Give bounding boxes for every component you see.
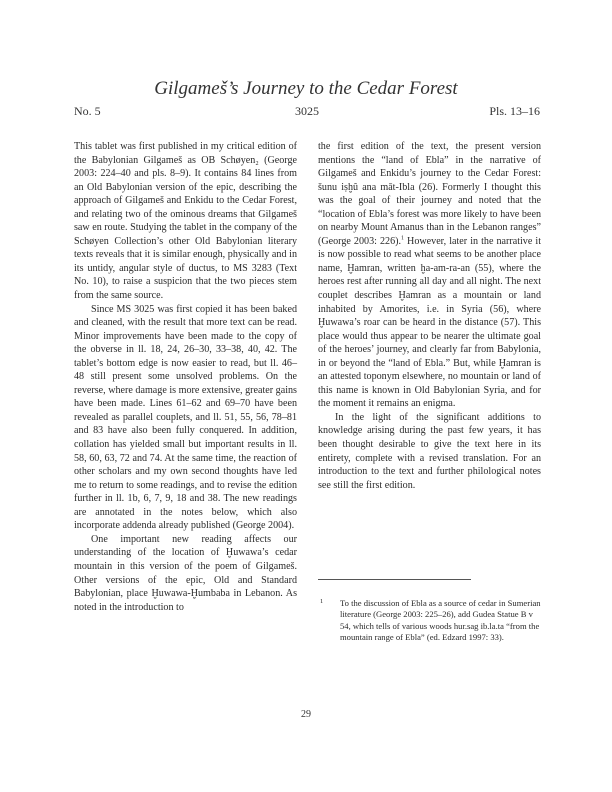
paragraph-text: the first edition of the text, the present version mentions the “land of Ebla” in the narrative of Gilgameš and Enkidu’s journey to the Cedar Forest: šunu iṣḫû ana māt-Ibla (26). Formerly I thought this was the goal of their journey and noted that the “location of Ebla’s forest was more likely to have been on nearby Mount Amanus than in the Lebanon ranges” (George 2003: 226). <box>318 141 541 247</box>
paragraph-text: However, later in the narrative it is now possible to read what seems to be another place name, Ḫamran, written ḫa-am-ra-an (55), where the heroes rest after running all day and all night. The next couplet describes Ḫamran as a mountain or land inhabited by Amorites, i.e. in Syria (56), where Ḫuwawa’s roar can be heard in the distance (57). This place would thus appear to be nearer the ultimate goal of the heroes’ journey, and clearly far from Babylonia, in or beyond the “land of Ebla.” But, while Ḫamran is an attested toponym elsewhere, no mountain or land of this name is known in Old Babylonian Syria, and for the moment it remains an enigma. <box>318 235 541 410</box>
footnote-rule <box>318 579 471 580</box>
running-title: Gilgameš’s Journey to the Cedar Forest <box>154 78 458 99</box>
right-column <box>318 140 541 492</box>
page-number: 29 <box>301 709 311 720</box>
left-column <box>74 140 297 614</box>
plates-reference: Pls. 13–16 <box>489 104 540 118</box>
footnote-text: To the discussion of Ebla as a source of cedar in Sumerian literature (George 2003: 225–26), add Gudea Statue B v 54, which tells of various woods hur.sag ib.la.ta “from the mountain range of Ebla” (ed. Edzard 1997: 33). <box>340 598 541 642</box>
header-meta-row <box>74 104 540 120</box>
paragraph: This tablet was first published in my critical edition of the Babylonian Gilgameš as OB Schøyen₂ (George 2003: 224–40 and pls. 8–9). It contains 84 lines from an Old Babylonian version of the epic, describing the approach of Gilgameš and Enkidu to the Cedar Forest, and relating two of the ominous dreams that Gilgameš saw en route. Studying the tablet in the company of the Schøyen Collection’s other Old Babylonian literary texts reveals that it is similar enough, physically and in its untidy, angular style of ductus, to MS 3283 (Text No. 10), to raise a suspicion that the two pieces stem from the same source. <box>74 141 297 302</box>
footnote <box>318 598 541 643</box>
paragraph: In the light of the significant additions to knowledge arising during the past few years, it has been thought desirable to give the text here in its entirety, complete with a revised translation. For an introduction to the text and further philological notes see still the first edition. <box>318 411 541 491</box>
manuscript-number: 3025 <box>295 104 319 118</box>
footnote-number: 1 <box>320 598 324 605</box>
footnote-reference[interactable]: 1 <box>401 235 404 242</box>
text-number: No. 5 <box>74 104 101 118</box>
paragraph: Since MS 3025 was first copied it has been baked and cleaned, with the result that more text can be read. Minor improvements have been made to the copy of the obverse in ll. 18, 24, 26–30, 33–38, 40, 42. The tablet’s bottom edge is now easier to read, but ll. 46–48 still present some unsolved problems. On the reverse, where damage is more extensive, greater gains have been made. Lines 61–62 and 69–70 have been revealed as parallel couplets, and ll. 51, 55, 56, 78–81 and 83 have also been fully conquered. In addition, collation has yielded small but important results in ll. 58, 60, 63, 72 and 74. At the same time, the reaction of other scholars and my own second thoughts have led me to return to some readings, and to revise the edition further in ll. 1b, 6, 7, 9, 18 and 38. The new readings are annotated in the notes below, which also incorporate addenda already published (George 2004). <box>74 303 297 532</box>
paragraph: One important new reading affects our understanding of the location of Ḫuwawa’s cedar mountain in this version of the poem of Gilgameš. Other versions of the epic, Old and Standard Babylonian, place Ḫuwawa-Ḫumbaba in Lebanon. As noted in the introduction to <box>74 533 297 613</box>
paragraph <box>318 140 541 411</box>
